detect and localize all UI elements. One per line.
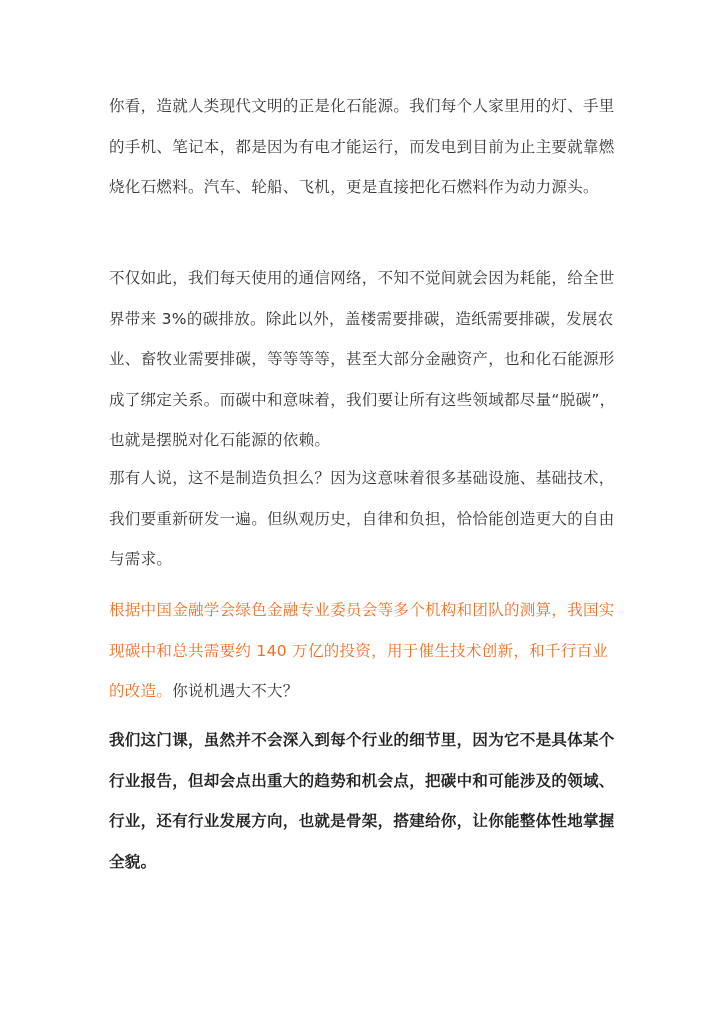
paragraph-investment-rest: 你说机遇大不大？ [172, 682, 299, 700]
paragraph-investment [109, 590, 619, 712]
highlighted-text: 根据中国金融学会绿色金融专业委员会等多个机构和团队的测算，我国实现碳中和总共需要约 140 万亿的投资，用于催生技术创新，和千行百业的改造。 [109, 601, 615, 700]
paragraph-course-intro: 我们这门课，虽然并不会深入到每个行业的细节里，因为它不是具体某个行业报告，但却会点出重大的趋势和机会点，把碳中和可能涉及的领域、行业，还有行业发展方向，也就是骨架，搭建给你，让你能整体性地掌握全貌。 [109, 731, 615, 871]
paragraph-fossil-energy: 你看，造就人类现代文明的正是化石能源。我们每个人家里用的灯、手里的手机、笔记本，都是因为有电才能运行，而发电到目前为止主要就靠燃烧化石燃料。汽车、轮船、飞机，更是直接把化石燃料作为动力源头。 [109, 97, 615, 196]
paragraph-burden: 那有人说，这不是制造负担么？因为这意味着很多基础设施、基础技术，我们要重新研发一遍。但纵观历史，自律和负担，恰恰能创造更大的自由与需求。 [109, 469, 615, 568]
paragraph-carbon-emissions: 不仅如此，我们每天使用的通信网络，不知不觉间就会因为耗能，给全世界带来 3%的碳排放。除此以外，盖楼需要排碳，造纸需要排碳，发展农业、畜牧业需要排碳，等等等等，甚至大部分金融资产，也和化石能源形成了绑定关系。而碳中和意味着，我们要让所有这些领域都尽量“脱碳”，也就是摆脱对化石能源的依赖。 [109, 269, 616, 449]
